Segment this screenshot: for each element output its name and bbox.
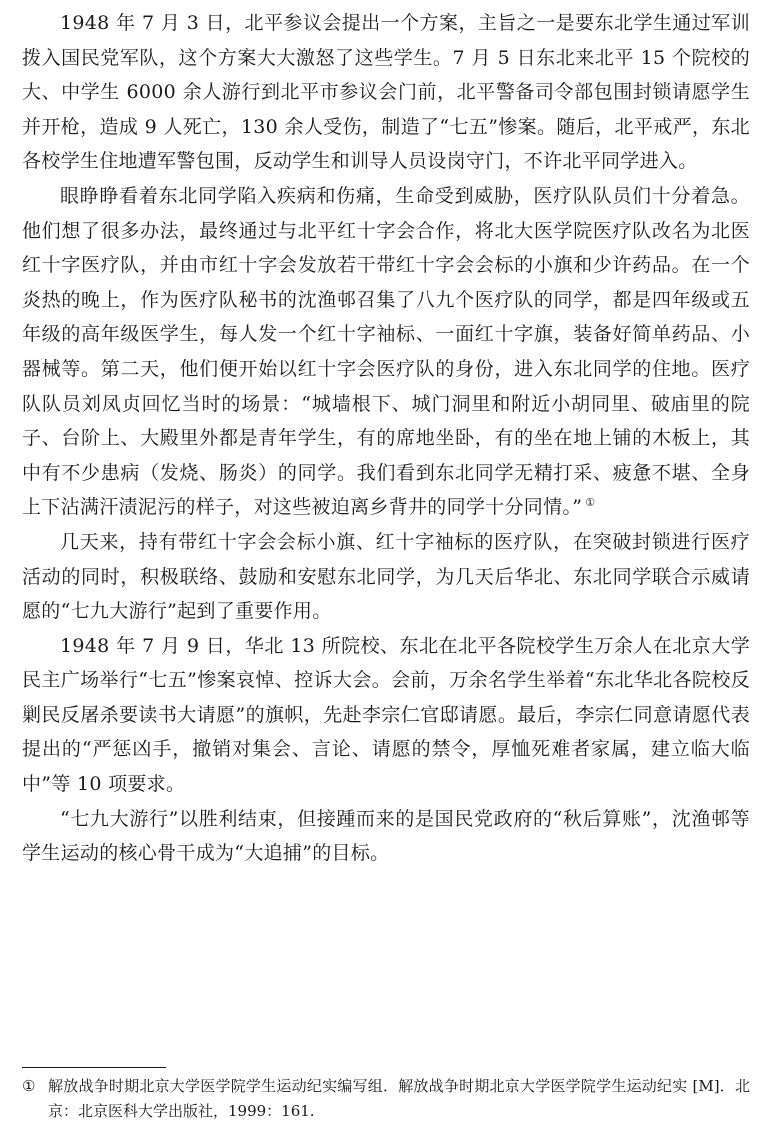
footnote: [22, 1074, 750, 1124]
paragraph-2: [22, 179, 750, 525]
paragraph-5: [22, 802, 750, 871]
paragraph-3-text: 几天来，持有带红十字会会标小旗、红十字袖标的医疗队，在突破封锁进行医疗活动的同时，积极联络、鼓励和安慰东北同学，为几天后华北、东北同学联合示威请愿的“七九大游行”起到了重要作用。: [22, 530, 750, 623]
paragraph-1: [22, 6, 750, 179]
footnote-marker: ①: [22, 1077, 36, 1095]
paragraph-2-text: 眼睁睁看着东北同学陷入疾病和伤痛，生命受到威胁，医疗队队员们十分着急。他们想了很多办法，最终通过与北平红十字会合作，将北大医学院医疗队改名为北医红十字医疗队，并由市红十字会发放若干带红十字会会标的小旗和少许药品。在一个炎热的晚上，作为医疗队秘书的沈渔邨召集了八九个医疗队的同学，都是四年级或五年级的高年级医学生，每人发一个红十字袖标、一面红十字旗，装备好简单药品、小器械等。第二天，他们便开始以红十字会医疗队的身份，进入东北同学的住地。医疗队队员刘凤贞回忆当时的场景：“城墙根下、城门洞里和附近小胡同里、破庙里的院子、台阶上、大殿里外都是青年学生，有的席地坐卧，有的坐在地上铺的木板上，其中有不少患病（发烧、肠炎）的同学。我们看到东北同学无精打采、疲惫不堪、全身上下沾满汗渍泥污的样子，对这些被迫离乡背井的同学十分同情。”: [22, 184, 750, 519]
paragraph-4: [22, 629, 750, 802]
document-body: [22, 6, 750, 871]
footnote-divider: [22, 1067, 166, 1068]
footnote-reference[interactable]: ①: [585, 495, 596, 509]
paragraph-3: [22, 525, 750, 629]
paragraph-1-text: 1948 年 7 月 3 日，北平参议会提出一个方案，主旨之一是要东北学生通过军训拨入国民党军队，这个方案大大激怒了这些学生。7 月 5 日东北来北平 15 个院校的大、中学生 6000 余人游行到北平市参议会门前，北平警备司令部包围封锁请愿学生并开枪，造成 9 人死亡，130 余人受伤，制造了“七五”惨案。随后，北平戒严，东北各校学生住地遭军警包围，反动学生和训导人员设岗守门，不许北平同学进入。: [22, 12, 750, 173]
paragraph-5-text: “七九大游行”以胜利结束，但接踵而来的是国民党政府的“秋后算账”，沈渔邨等学生运动的核心骨干成为“大追捕”的目标。: [22, 807, 750, 865]
paragraph-4-text: 1948 年 7 月 9 日，华北 13 所院校、东北在北平各院校学生万余人在北京大学民主广场举行“七五”惨案哀悼、控诉大会。会前，万余名学生举着“东北华北各院校反剿民反屠杀要读书大请愿”的旗帜，先赴李宗仁官邸请愿。最后，李宗仁同意请愿代表提出的“严惩凶手，撤销对集会、言论、请愿的禁令，厚恤死难者家属，建立临大临中”等 10 项要求。: [22, 634, 750, 796]
footnote-text: 解放战争时期北京大学医学院学生运动纪实编写组．解放战争时期北京大学医学院学生运动纪实 [M]．北京：北京医科大学出版社，1999：161.: [48, 1077, 750, 1120]
